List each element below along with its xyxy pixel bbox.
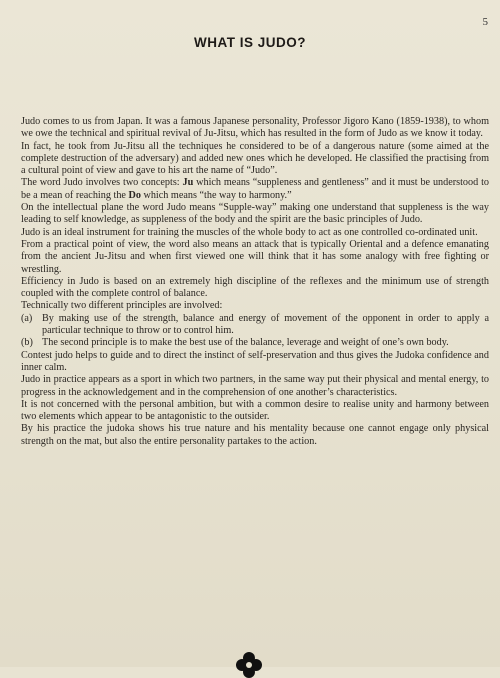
paragraph: By his practice the judoka shows his true nature and his mentality because one cannot engage only physical strength on the mat, but also the entire personality partakes to the action.: [21, 423, 489, 447]
principle-item: [21, 313, 489, 338]
page-number: 5: [482, 16, 488, 28]
list-item-text: By making use of the strength, balance and energy of movement of the opponent in order to apply a particular technique to throw or to control him.: [42, 312, 489, 337]
paragraph: Technically two different principles are involved:: [21, 300, 223, 312]
paragraph: Judo is an ideal instrument for training the muscles of the whole body to act as one controlled co-ordinated unit.: [21, 226, 478, 238]
page-title: WHAT IS JUDO?: [194, 35, 306, 50]
body-text: [21, 116, 489, 448]
list-marker: (b): [21, 337, 33, 349]
text-run: The word Judo involves two concepts:: [21, 177, 183, 189]
paragraph: Efficiency in Judo is based on an extremely high discipline of the reflexes and the minimum use of strength coupled with the complete control of balance.: [21, 275, 489, 300]
text-run: which means “suppleness and gentleness” and it must be understood to be a mean of reaching the: [21, 177, 490, 201]
paragraph: Judo comes to us from Japan. It was a famous Japanese personality, Professor Jigoro Kano (1859-1938), to whom we owe the technical and spiritual revival of Ju-Jitsu, which has resulted in the form of Judo as we know it today.: [21, 116, 489, 140]
list-item-text: The second principle is to make the best use of the balance, leverage and weight of one’s own body.: [42, 337, 449, 349]
text-run: which means “the way to harmony.”: [140, 189, 292, 201]
paragraph: Judo in practice appears as a sport in which two partners, in the same way put their physical and mental energy, to progress in the acknowledgement and in the comprehension of one another’s characteristics.: [21, 374, 489, 398]
paragraph: In fact, he took from Ju-Jitsu all the techniques he considered to be of a dangerous nature (some aimed at the complete destruction of the adversary) and added new ones which he developed. He classified the practising from a cultural point of view and gave to his art the name of “Judo”.: [21, 140, 489, 177]
paragraph: It is not concerned with the personal ambition, but with a common desire to realise unity and harmony between two elements which appear to be antagonistic to the outsider.: [21, 398, 489, 423]
principle-item: [21, 337, 489, 349]
paragraph: [21, 177, 489, 202]
emphasized-term-do: Do: [128, 189, 141, 201]
flower-ornament-icon: [236, 652, 262, 678]
paragraph: Contest judo helps to guide and to direct the instinct of self-preservation and thus gives the Judoka confidence and inner calm.: [21, 349, 489, 373]
paragraph: From a practical point of view, the word also means an attack that is typically Oriental and a defence emanating from the ancient Ju-Jitsu and when first viewed one will think that it has some analogy with free fighting or wrestling.: [21, 238, 489, 275]
emphasized-term-ju: Ju: [182, 177, 194, 189]
list-marker: (a): [21, 312, 33, 324]
paragraph: On the intellectual plane the word Judo means “Supple-way” making one understand that suppleness is the way leading to self knowledge, as suppleness of the body and the spirit are the basic principles of Judo.: [21, 202, 489, 226]
